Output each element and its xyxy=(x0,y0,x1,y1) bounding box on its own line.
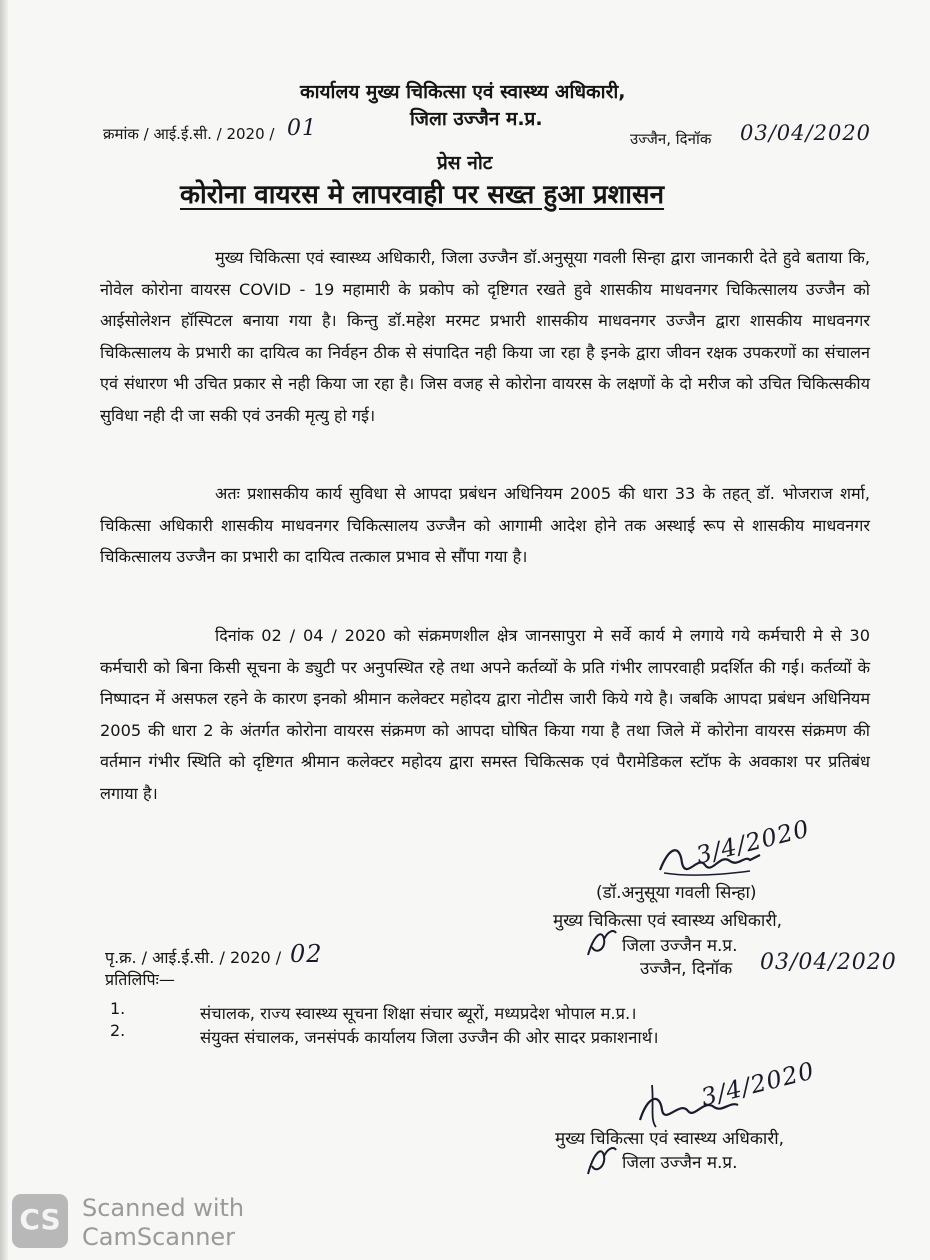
copy-to-heading: प्रतिलिपिः— xyxy=(105,970,175,989)
signature-2-district: जिला उज्जैन म.प्र. xyxy=(622,1153,738,1173)
copy-reference-label: पृ.क्र. / आई.ई.सी. / 2020 / xyxy=(105,948,282,967)
body-paragraph-1: मुख्य चिकित्सा एवं स्वास्थ्य अधिकारी, जिला उज्जैन डॉ.अनुसूया गवली सिन्हा द्वारा जानकारी देते हुवे बताया कि, नोवेल कोरोना वायरस COVID - 19 महामारी के प्रकोप को दृष्टिगत रखते हुवे शासकीय माधवनगर चिकित्सालय उज्जैन को आईसोलेशन हॉस्पिटल बनाया गया है। किन्तु डॉ.महेश मरमट प्रभारी शासकीय माधवनगर उज्जैन द्वारा शासकीय माधवनगर चिकित्सालय के प्रभारी का दायित्व का निर्वहन ठीक से संपादित नही किया जा रहा है इनके द्वारा जीवन रक्षक उपकरणों का संचालन एवं संधारण भी उचित प्रकार से नही किया जा रहा है। जिस वजह से कोरोना वायरस के लक्षणों के दो मरीज को उचित चिकित्सकीय सुविधा नही दी जा सकी एवं उनकी मृत्यु हो गई। xyxy=(100,248,870,425)
signatory-district: जिला उज्जैन म.प्र. xyxy=(622,936,738,956)
body-paragraph-2: अतः प्रशासकीय कार्य सुविधा से आपदा प्रबंधन अधिनियम 2005 की धारा 33 के तहत् डॉ. भोजराज शर्मा, चिकित्सा अधिकारी शासकीय माधवनगर चिकित्सालय उज्जैन को आगामी आदेश होने तक अस्थाई रूप से शासकीय माधवनगर चिकित्सालय उज्जैन का प्रभारी का दायित्व तत्काल प्रभाव से सौंपा गया है। xyxy=(100,484,870,567)
press-note-heading: प्रेस नोट xyxy=(437,152,493,174)
watermark-line-1: Scanned with xyxy=(82,1194,245,1222)
signature-2-handwritten-date: 3/4/2020 xyxy=(698,1056,818,1112)
copy-item-1-text: संचालक, राज्य स्वास्थ्य सूचना शिक्षा संचार ब्यूरों, मध्यप्रदेश भोपाल म.प्र.। xyxy=(200,1004,637,1023)
copy-item-1-number: 1. xyxy=(110,999,126,1018)
header-date-handwritten: 03/04/2020 xyxy=(740,121,872,145)
camscanner-logo-letters: CS xyxy=(19,1203,61,1236)
header-date-label: उज्जैन, दिनॉक xyxy=(630,130,712,148)
initials-mark-1 xyxy=(582,925,622,961)
page-edge-shadow xyxy=(0,0,8,1260)
copy-item-2-number: 2. xyxy=(110,1021,126,1040)
body-paragraph-3: दिनांक 02 / 04 / 2020 को संक्रमणशील क्षेत्र जानसापुरा मे सर्वे कार्य मे लगाये गये कर्मचारी मे से 30 कर्मचारी को बिना किसी सूचना के ड्युटी पर अनुपस्थित रहे तथा अपने कर्तव्यों के प्रति गंभीर लापरवाही प्रदर्शित की गई। कर्तव्यों के निष्पादन में असफल रहने के कारण इनको श्रीमान कलेक्टर महोदय द्वारा नोटीस जारी किये गये है। जबकि आपदा प्रबंधन अधिनियम 2005 की धारा 2 के अंतर्गत कोरोना वायरस संक्रमण को आपदा घोषित किया गया है तथा जिले में कोरोना वायरस संक्रमण की वर्तमान गंभीर स्थिति को दृष्टिगत श्रीमान कलेक्टर महोदय द्वारा समस्त चिकित्सक एवं पैरामेडिकल स्टॉफ के अवकाश पर प्रतिबंध लगाया है। xyxy=(100,626,870,803)
copy-reference-handwritten: 02 xyxy=(290,940,323,968)
office-name-line1: कार्यालय मुख्य चिकित्सा एवं स्वास्थ्य अधिकारी, xyxy=(300,81,626,103)
signatory-name: (डॉ.अनुसूया गवली सिन्हा) xyxy=(596,883,757,903)
initials-mark-2 xyxy=(580,1140,620,1180)
reference-number-handwritten: 01 xyxy=(287,116,317,141)
signatory-designation: मुख्य चिकित्सा एवं स्वास्थ्य अधिकारी, xyxy=(553,911,783,931)
copy-item-2-text: संयुक्त संचालक, जनसंपर्क कार्यालय जिला उज्जैन की ओर सादर प्रकाशनार्थ। xyxy=(200,1028,659,1047)
watermark-line-2: CamScanner xyxy=(82,1223,236,1251)
office-name-line2: जिला उज्जैन म.प्र. xyxy=(410,108,543,130)
signature-1-handwritten-date: 3/4/2020 xyxy=(693,814,813,870)
camscanner-logo-icon xyxy=(12,1194,68,1248)
signature-1-date-label: उज्जैन, दिनॉक xyxy=(640,959,733,979)
signature-2-designation: मुख्य चिकित्सा एवं स्वास्थ्य अधिकारी, xyxy=(555,1129,785,1149)
signature-1-date-handwritten: 03/04/2020 xyxy=(760,950,897,975)
press-note-headline: कोरोना वायरस मे लापरवाही पर सख्त हुआ प्रशासन xyxy=(180,180,665,210)
reference-number-label: क्रमांक / आई.ई.सी. / 2020 / xyxy=(103,125,275,143)
